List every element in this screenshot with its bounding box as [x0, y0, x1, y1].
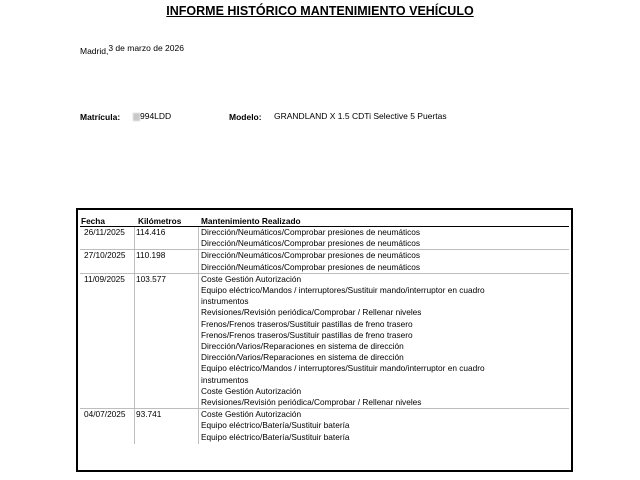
maintenance-item: Dirección/Neumáticos/Comprobar presiones de neumáticos: [201, 261, 421, 272]
report-date: 3 de marzo de 2026: [108, 43, 184, 53]
maintenance-item: Dirección/Neumáticos/Comprobar presiones de neumáticos: [201, 250, 421, 261]
column-divider: [198, 227, 199, 444]
maintenance-item: Coste Gestión Autorización: [201, 409, 302, 420]
row-date: 11/09/2025: [84, 273, 125, 284]
maintenance-item: Equipo eléctrico/Batería/Sustituir batería: [201, 431, 350, 442]
row-date: 26/11/2025: [84, 227, 125, 237]
maintenance-item: Dirección/Neumáticos/Comprobar presiones de neumáticos: [201, 238, 421, 249]
plate-value-wrap: [133, 111, 171, 121]
place-city: Madrid,: [80, 46, 109, 56]
maintenance-item: Equipo eléctrico/Mandos / interruptores/Sustituir mando/interruptor en cuadro instrumentos: [201, 285, 485, 307]
maintenance-table: [76, 208, 573, 472]
maintenance-item: Dirección/Varios/Reparaciones en sistema de dirección: [201, 352, 404, 363]
row-date: 04/07/2025: [84, 409, 126, 420]
redaction-mark: [133, 113, 140, 121]
column-divider: [134, 227, 135, 444]
maintenance-item: Coste Gestión Autorización: [201, 385, 302, 396]
maintenance-item: Revisiones/Revisión periódica/Comprobar / Rellenar niveles: [201, 307, 422, 318]
maintenance-item: Frenos/Frenos traseros/Sustituir pastillas de freno trasero: [201, 318, 413, 329]
row-km: 103.577: [136, 273, 166, 284]
row-km: 114.416: [136, 227, 166, 237]
maintenance-item: Coste Gestión Autorización: [201, 273, 302, 284]
maintenance-item: Dirección/Varios/Reparaciones en sistema de dirección: [201, 341, 404, 351]
header-fecha: Fecha: [81, 216, 105, 226]
maintenance-item: Dirección/Neumáticos/Comprobar presiones de neumáticos: [201, 227, 421, 237]
plate-value: 994LDD: [140, 111, 172, 121]
model-value: GRANDLAND X 1.5 CDTi Selective 5 Puertas: [274, 111, 447, 121]
report-title: INFORME HISTÓRICO MANTENIMIENTO VEHÍCULO: [166, 4, 474, 18]
row-km: 110.198: [136, 250, 166, 261]
header-mantenimiento: Mantenimiento Realizado: [201, 216, 301, 226]
plate-label: Matrícula:: [80, 112, 121, 122]
place-date-line: [80, 43, 184, 56]
maintenance-item: Equipo eléctrico/Mandos / interruptores/Sustituir mando/interruptor en cuadro instrumentos: [201, 363, 485, 385]
row-km: 93.741: [136, 409, 162, 420]
maintenance-item: Frenos/Frenos traseros/Sustituir pastillas de freno trasero: [201, 329, 413, 340]
model-label: Modelo:: [229, 112, 262, 122]
maintenance-item: Equipo eléctrico/Batería/Sustituir batería: [201, 420, 350, 431]
row-date: 27/10/2025: [84, 250, 126, 261]
maintenance-item: Revisiones/Revisión periódica/Comprobar / Rellenar niveles: [201, 397, 422, 407]
header-kilometros: Kilómetros: [138, 216, 182, 226]
